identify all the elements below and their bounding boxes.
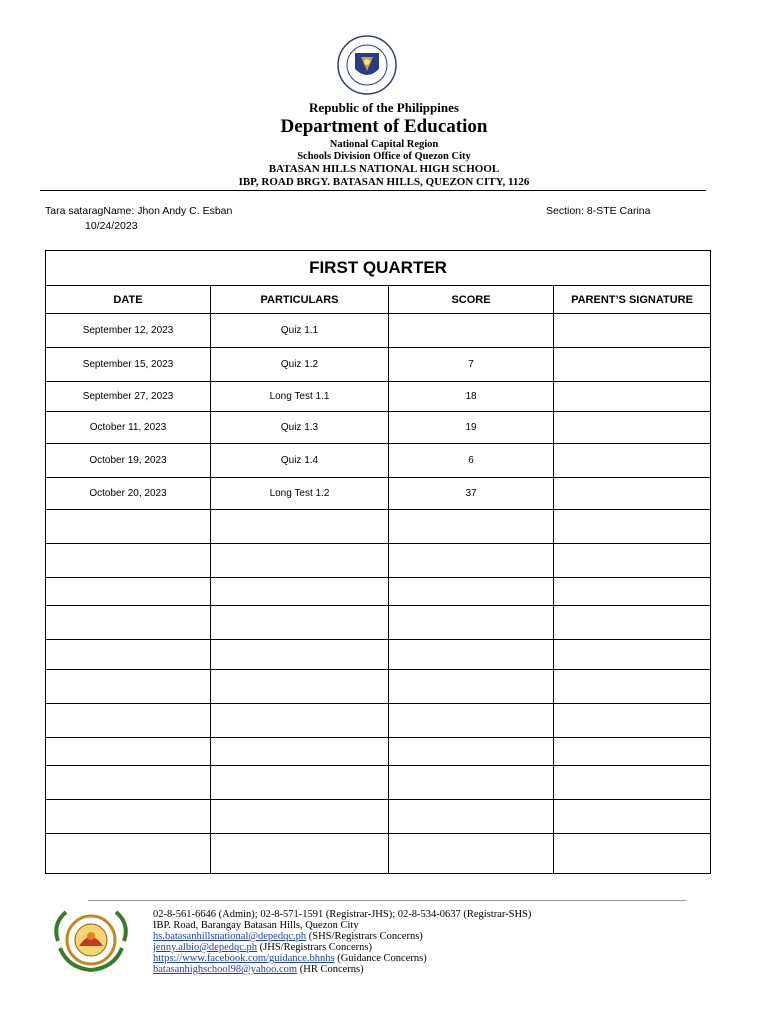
- cell-score: 7: [389, 348, 554, 382]
- table-row: [46, 800, 711, 834]
- table-row: [46, 670, 711, 704]
- footer-facebook-line: [153, 953, 427, 964]
- cell-score: 19: [389, 412, 554, 444]
- table-row: [46, 412, 711, 444]
- cell-signature: [554, 606, 711, 640]
- footer-divider: [88, 900, 686, 901]
- department-heading: Department of Education: [280, 116, 488, 137]
- score-rows: [46, 314, 711, 874]
- cell-particulars: Long Test 1.2: [211, 478, 389, 510]
- facebook-note: (Guidance Concerns): [334, 953, 427, 964]
- cell-score: 18: [389, 382, 554, 412]
- cell-score: [389, 544, 554, 578]
- footer-address: IBP. Road, Barangay Batasan Hills, Quezon City: [153, 920, 359, 931]
- student-name: Tara sataragName: Jhon Andy C. Esban: [45, 205, 233, 217]
- cell-date: [46, 704, 211, 738]
- cell-date: September 27, 2023: [46, 382, 211, 412]
- facebook-link[interactable]: https://www.facebook.com/guidance.bhnhs: [153, 953, 335, 964]
- cell-particulars: [211, 606, 389, 640]
- cell-particulars: [211, 670, 389, 704]
- table-row: [46, 738, 711, 766]
- cell-date: September 12, 2023: [46, 314, 211, 348]
- cell-signature: [554, 314, 711, 348]
- email-shs-note: (SHS/Registrars Concerns): [306, 931, 423, 942]
- email-hr-note: (HR Concerns): [297, 964, 364, 975]
- cell-particulars: [211, 640, 389, 670]
- svg-text:•: •: [366, 88, 368, 92]
- cell-score: [389, 314, 554, 348]
- cell-date: October 11, 2023: [46, 412, 211, 444]
- cell-score: [389, 670, 554, 704]
- table-row: [46, 766, 711, 800]
- table-row: [46, 444, 711, 478]
- email-hr-link[interactable]: batasanhighschool98@yahoo.com: [153, 964, 298, 975]
- table-row: [46, 510, 711, 544]
- cell-signature: [554, 578, 711, 606]
- cell-date: [46, 766, 211, 800]
- school-logo: [48, 906, 134, 976]
- email-jhs-note: (JHS/Registrars Concerns): [257, 942, 372, 953]
- table-row: [46, 704, 711, 738]
- cell-date: [46, 670, 211, 704]
- footer-email-jhs-line: [153, 942, 372, 953]
- cell-signature: [554, 544, 711, 578]
- header-divider: [40, 190, 706, 191]
- deped-seal-logo: [337, 35, 397, 95]
- cell-particulars: [211, 834, 389, 874]
- cell-particulars: [211, 544, 389, 578]
- cell-particulars: Long Test 1.1: [211, 382, 389, 412]
- cell-score: [389, 510, 554, 544]
- column-header-date: DATE: [46, 286, 211, 314]
- student-section: Section: 8-STE Carina: [546, 205, 651, 217]
- cell-particulars: [211, 704, 389, 738]
- cell-score: [389, 640, 554, 670]
- footer-email-shs-line: [153, 931, 423, 942]
- table-row: [46, 544, 711, 578]
- cell-score: 37: [389, 478, 554, 510]
- division-line: Schools Division Office of Quezon City: [297, 151, 471, 162]
- cell-score: [389, 704, 554, 738]
- column-header-score: SCORE: [389, 286, 554, 314]
- table-row: [46, 478, 711, 510]
- cell-signature: [554, 348, 711, 382]
- email-shs-link[interactable]: hs.batasanhillsnational@depedqc.ph: [153, 931, 307, 942]
- cell-date: [46, 800, 211, 834]
- quarter-title: FIRST QUARTER: [46, 251, 711, 286]
- cell-signature: [554, 478, 711, 510]
- cell-score: [389, 834, 554, 874]
- cell-date: [46, 510, 211, 544]
- column-header-particulars: PARTICULARS: [211, 286, 389, 314]
- table-row: [46, 348, 711, 382]
- record-date: 10/24/2023: [85, 220, 138, 232]
- email-jhs-link[interactable]: jenny.albio@depedqc.ph: [153, 942, 258, 953]
- cell-date: October 20, 2023: [46, 478, 211, 510]
- republic-heading: Republic of the Philippines: [309, 100, 459, 115]
- cell-particulars: [211, 800, 389, 834]
- cell-signature: [554, 640, 711, 670]
- cell-score: [389, 800, 554, 834]
- cell-date: [46, 640, 211, 670]
- table-row: [46, 314, 711, 348]
- cell-signature: [554, 834, 711, 874]
- cell-signature: [554, 670, 711, 704]
- cell-score: [389, 766, 554, 800]
- cell-particulars: [211, 578, 389, 606]
- cell-date: [46, 738, 211, 766]
- table-row: [46, 578, 711, 606]
- cell-signature: [554, 738, 711, 766]
- cell-date: [46, 578, 211, 606]
- cell-date: September 15, 2023: [46, 348, 211, 382]
- cell-particulars: [211, 738, 389, 766]
- cell-date: [46, 834, 211, 874]
- table-row: [46, 382, 711, 412]
- cell-score: [389, 578, 554, 606]
- cell-date: [46, 544, 211, 578]
- cell-date: October 19, 2023: [46, 444, 211, 478]
- cell-score: [389, 606, 554, 640]
- cell-particulars: Quiz 1.3: [211, 412, 389, 444]
- region-line: National Capital Region: [329, 139, 439, 150]
- cell-particulars: Quiz 1.1: [211, 314, 389, 348]
- cell-particulars: [211, 766, 389, 800]
- school-name: BATASAN HILLS NATIONAL HIGH SCHOOL: [268, 163, 500, 175]
- cell-signature: [554, 704, 711, 738]
- cell-score: [389, 738, 554, 766]
- cell-signature: [554, 444, 711, 478]
- cell-signature: [554, 510, 711, 544]
- cell-particulars: Quiz 1.4: [211, 444, 389, 478]
- school-address: IBP, ROAD BRGY. BATASAN HILLS, QUEZON CITY, 1126: [238, 176, 530, 188]
- cell-signature: [554, 412, 711, 444]
- cell-signature: [554, 382, 711, 412]
- footer-email-hr-line: [153, 964, 364, 975]
- column-header-signature: PARENT’S SIGNATURE: [554, 286, 711, 314]
- cell-date: [46, 606, 211, 640]
- cell-score: 6: [389, 444, 554, 478]
- cell-signature: [554, 800, 711, 834]
- score-table: [45, 250, 711, 874]
- cell-signature: [554, 766, 711, 800]
- cell-particulars: [211, 510, 389, 544]
- table-row: [46, 606, 711, 640]
- cell-particulars: Quiz 1.2: [211, 348, 389, 382]
- table-row: [46, 834, 711, 874]
- footer-phones: 02-8-561-6646 (Admin); 02-8-571-1591 (Registrar-JHS); 02-8-534-0637 (Registrar-SHS): [153, 909, 532, 920]
- table-row: [46, 640, 711, 670]
